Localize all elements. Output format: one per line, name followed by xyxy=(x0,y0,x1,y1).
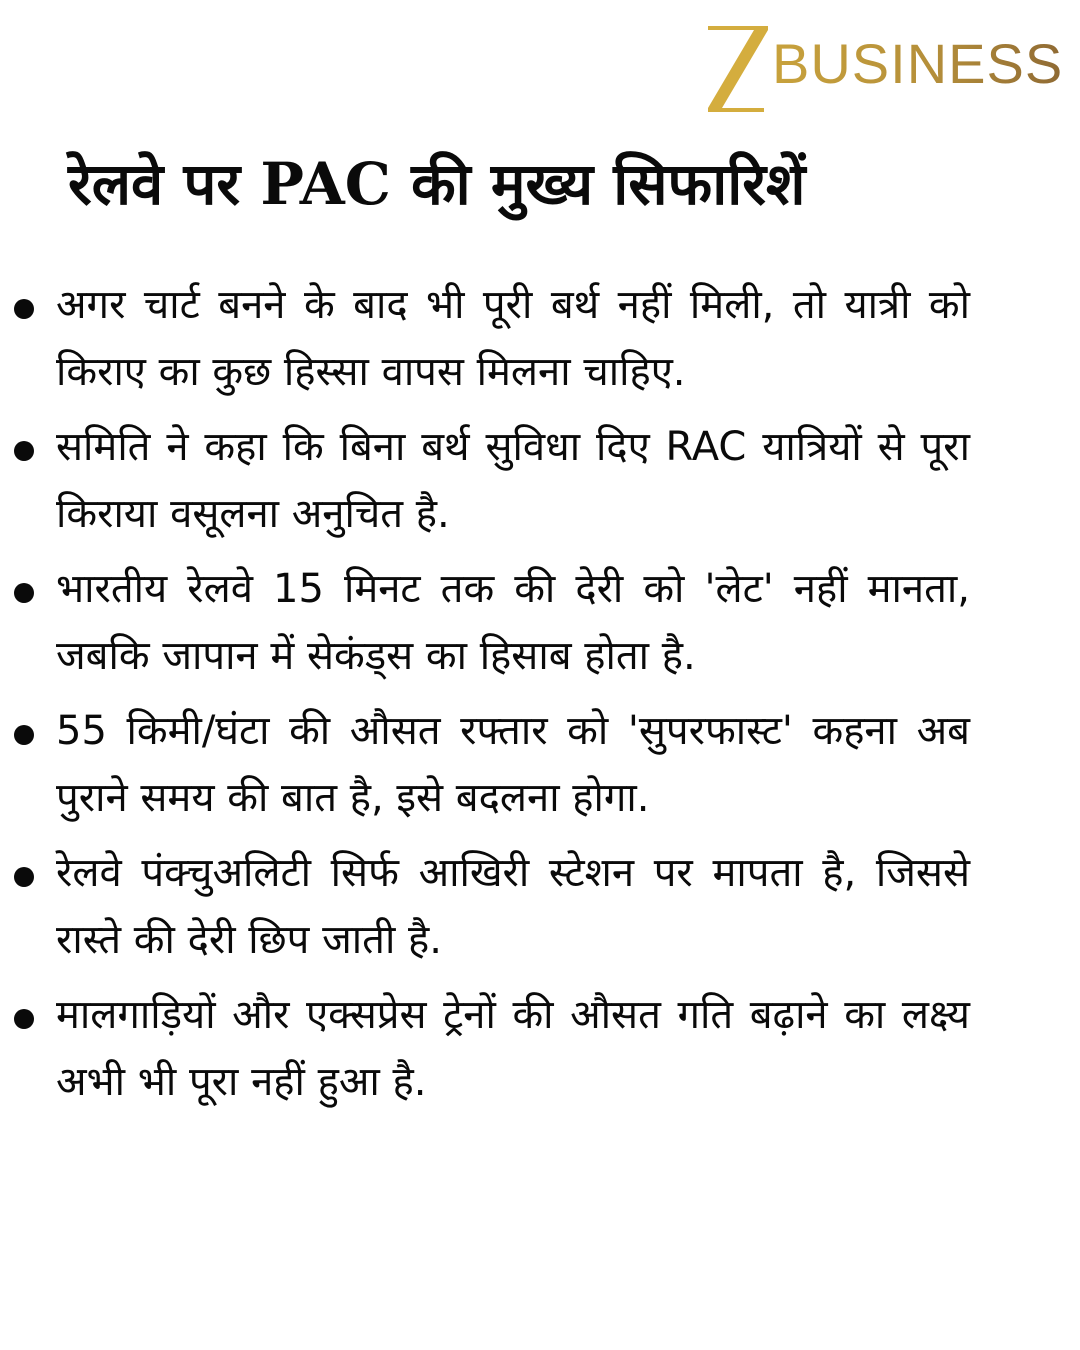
list-item-text: मालगाड़ियों और एक्सप्रेस ट्रेनों की औसत गति बढ़ाने का लक्ष्य अभी भी पूरा नहीं हुआ है. xyxy=(56,992,970,1105)
list-item-text: 55 किमी/घंटा की औसत रफ्तार को 'सुपरफास्ट' कहना अब पुराने समय की बात है, इसे बदलना होगा. xyxy=(56,708,970,821)
zbusiness-logo xyxy=(706,20,1063,112)
list-item-text: समिति ने कहा कि बिना बर्थ सुविधा दिए RAC यात्रियों से पूरा किराया वसूलना अनुचित है. xyxy=(56,424,970,537)
list-item xyxy=(0,272,970,406)
bullet-icon xyxy=(14,1009,34,1029)
list-item xyxy=(0,414,970,548)
logo-text: BUSINESS xyxy=(772,32,1064,95)
list-item xyxy=(0,556,970,690)
list-item xyxy=(0,698,970,832)
bullet-icon xyxy=(14,867,34,887)
list-item xyxy=(0,840,970,974)
bullet-icon xyxy=(14,583,34,603)
bullet-icon xyxy=(14,299,34,319)
page-title: रेलवे पर PAC की मुख्य सिफारिशें xyxy=(68,150,806,218)
list-item-text: अगर चार्ट बनने के बाद भी पूरी बर्थ नहीं मिली, तो यात्री को किराए का कुछ हिस्सा वापस मिलना चाहिए. xyxy=(56,282,970,395)
list-item xyxy=(0,982,970,1116)
recommendations-list xyxy=(0,272,1080,1124)
list-item-text: भारतीय रेलवे 15 मिनट तक की देरी को 'लेट' नहीं मानता, जबकि जापान में सेकंड्स का हिसाब होता है. xyxy=(56,566,970,679)
list-item-text: रेलवे पंक्चुअलिटी सिर्फ आखिरी स्टेशन पर मापता है, जिससे रास्ते की देरी छिप जाती है. xyxy=(56,850,970,963)
bullet-icon xyxy=(14,441,34,461)
logo-z-icon xyxy=(706,24,770,112)
bullet-icon xyxy=(14,725,34,745)
